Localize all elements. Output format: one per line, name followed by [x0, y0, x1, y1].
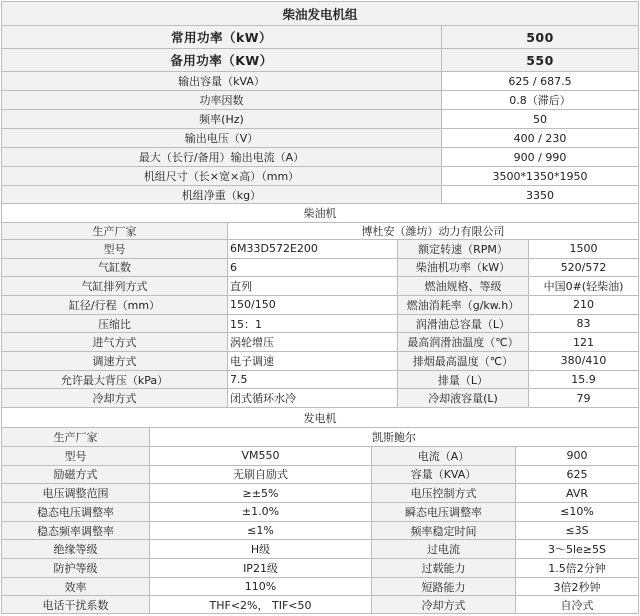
engine-row: [1, 351, 639, 370]
alternator-row: [1, 577, 639, 596]
engine-row: [1, 239, 639, 258]
engine-param-value: 中国0#(轻柴油): [529, 277, 639, 295]
genset-row: [1, 166, 639, 185]
alternator-param-label: 绝缘等级: [2, 540, 150, 558]
alternator-param-label: 稳态电压调整率: [2, 503, 150, 521]
engine-param-label: 燃油消耗率（g/kw.h）: [398, 296, 529, 314]
engine-param-label: 缸径/行程（mm）: [2, 296, 228, 314]
alternator-param-value: ≤3S: [516, 522, 639, 540]
genset-value: 3350: [442, 186, 639, 204]
alternator-row: [1, 465, 639, 484]
genset-row: [1, 185, 639, 204]
alternator-param-label: 瞬态电压调整率: [372, 503, 516, 521]
engine-param-label: 进气方式: [2, 333, 228, 351]
engine-maker-label: 生产厂家: [2, 223, 228, 239]
alternator-param-label: 电流（A）: [372, 447, 516, 465]
engine-param-label: 排烟最高温度（℃）: [398, 352, 529, 370]
alternator-row: [1, 539, 639, 558]
alternator-param-value: ±1.0%: [150, 503, 372, 521]
genset-value: 625 / 687.5: [442, 72, 639, 90]
alternator-param-label: 电话干扰系数: [2, 596, 150, 613]
engine-param-value: 79: [529, 389, 639, 407]
genset-row: [1, 109, 639, 128]
genset-label: 最大（长行/备用）输出电流（A）: [2, 148, 442, 166]
genset-row: [1, 90, 639, 109]
table-title-row: [1, 1, 639, 25]
engine-param-value: 520/572: [529, 259, 639, 277]
alternator-param-label: 防护等级: [2, 559, 150, 577]
alternator-param-value: IP21级: [150, 559, 372, 577]
standby-power-value: 550: [442, 49, 639, 71]
alternator-param-value: ≤10%: [516, 503, 639, 521]
engine-row: [1, 314, 639, 333]
alternator-param-value: 3倍2秒钟: [516, 578, 639, 596]
alternator-param-label: 频率稳定时间: [372, 522, 516, 540]
engine-param-label: 型号: [2, 240, 228, 258]
alternator-row: [1, 502, 639, 521]
alternator-row: [1, 595, 639, 614]
engine-param-label: 燃油规格、等级: [398, 277, 529, 295]
alternator-maker-row: [1, 427, 639, 446]
alternator-param-label: 励磁方式: [2, 466, 150, 484]
alternator-param-value: THF<2%， TIF<50: [150, 596, 372, 613]
genset-label: 输出电压（V）: [2, 129, 442, 147]
engine-row: [1, 295, 639, 314]
main-power-label: 常用功率（kW）: [2, 26, 442, 48]
engine-param-value: 210: [529, 296, 639, 314]
alternator-param-label: 效率: [2, 578, 150, 596]
alternator-param-label: 电压调整范围: [2, 484, 150, 502]
engine-row: [1, 258, 639, 277]
engine-section-title: 柴油机: [2, 204, 639, 222]
engine-param-value: 7.5: [228, 371, 398, 389]
engine-row: [1, 276, 639, 295]
alternator-param-label: 型号: [2, 447, 150, 465]
alternator-param-value: 110%: [150, 578, 372, 596]
alternator-section-title: 发电机: [2, 408, 639, 427]
engine-param-value: 1500: [529, 240, 639, 258]
genset-label: 功率因数: [2, 91, 442, 109]
genset-label: 机组净重（kg）: [2, 186, 442, 204]
alternator-param-label: 电压控制方式: [372, 484, 516, 502]
engine-maker-row: [1, 222, 639, 239]
engine-param-label: 冷却液容量(L): [398, 389, 529, 407]
genset-label: 输出容量（kVA）: [2, 72, 442, 90]
engine-param-value: 直列: [228, 277, 398, 295]
genset-row: [1, 71, 639, 90]
engine-param-label: 柴油机功率（kW）: [398, 259, 529, 277]
genset-value: 50: [442, 110, 639, 128]
engine-param-value: 涡轮增压: [228, 333, 398, 351]
alternator-param-value: 3～5le≥5S: [516, 540, 639, 558]
alternator-param-label: 稳态频率调整率: [2, 522, 150, 540]
alternator-param-label: 冷却方式: [372, 596, 516, 613]
alternator-row: [1, 446, 639, 465]
engine-maker-value: 博杜安（潍坊）动力有限公司: [228, 223, 639, 239]
alternator-param-value: VM550: [150, 447, 372, 465]
alternator-param-value: ≤1%: [150, 522, 372, 540]
engine-param-label: 调速方式: [2, 352, 228, 370]
alternator-section-title-row: [1, 407, 639, 427]
engine-param-value: 150/150: [228, 296, 398, 314]
engine-param-value: 电子调速: [228, 352, 398, 370]
engine-row: [1, 370, 639, 389]
engine-param-value: 6: [228, 259, 398, 277]
genset-value: 0.8（滞后）: [442, 91, 639, 109]
alternator-param-label: 过电流: [372, 540, 516, 558]
alternator-param-value: 自冷式: [516, 596, 639, 613]
alternator-param-value: 625: [516, 466, 639, 484]
engine-param-label: 最高润滑油温度（℃）: [398, 333, 529, 351]
engine-param-label: 润滑油总容量（L）: [398, 315, 529, 333]
engine-row: [1, 388, 639, 407]
engine-param-label: 允许最大背压（kPa）: [2, 371, 228, 389]
alternator-param-value: AVR: [516, 484, 639, 502]
alternator-param-value: 900: [516, 447, 639, 465]
engine-param-value: 121: [529, 333, 639, 351]
alternator-param-value: 1.5倍2分钟: [516, 559, 639, 577]
engine-row: [1, 332, 639, 351]
engine-param-value: 15：1: [228, 315, 398, 333]
alternator-maker-value: 凯斯鲍尔: [150, 428, 639, 446]
alternator-maker-label: 生产厂家: [2, 428, 150, 446]
main-power-row: [1, 25, 639, 48]
alternator-param-label: 容量（KVA）: [372, 466, 516, 484]
genset-label: 机组尺寸（长×宽×高）（mm）: [2, 167, 442, 185]
standby-power-label: 备用功率（KW）: [2, 49, 442, 71]
genset-row: [1, 128, 639, 147]
engine-param-label: 额定转速（RPM）: [398, 240, 529, 258]
engine-section-title-row: [1, 203, 639, 222]
table-title: 柴油发电机组: [2, 2, 639, 25]
engine-param-label: 压缩比: [2, 315, 228, 333]
main-power-value: 500: [442, 26, 639, 48]
alternator-param-label: 短路能力: [372, 578, 516, 596]
alternator-row: [1, 521, 639, 540]
genset-value: 900 / 990: [442, 148, 639, 166]
engine-param-label: 冷却方式: [2, 389, 228, 407]
engine-param-label: 排量（L）: [398, 371, 529, 389]
engine-param-label: 气缸数: [2, 259, 228, 277]
alternator-param-value: ≥±5%: [150, 484, 372, 502]
alternator-row: [1, 483, 639, 502]
engine-param-value: 闭式循环水冷: [228, 389, 398, 407]
genset-label: 频率(Hz): [2, 110, 442, 128]
engine-param-value: 6M33D572E200: [228, 240, 398, 258]
genset-row: [1, 147, 639, 166]
engine-param-value: 380/410: [529, 352, 639, 370]
engine-param-label: 气缸排列方式: [2, 277, 228, 295]
genset-value: 400 / 230: [442, 129, 639, 147]
standby-power-row: [1, 48, 639, 71]
genset-value: 3500*1350*1950: [442, 167, 639, 185]
alternator-param-label: 过载能力: [372, 559, 516, 577]
generator-spec-table: [1, 1, 639, 614]
alternator-param-value: 无刷自励式: [150, 466, 372, 484]
engine-param-value: 83: [529, 315, 639, 333]
alternator-param-value: H级: [150, 540, 372, 558]
engine-param-value: 15.9: [529, 371, 639, 389]
alternator-row: [1, 558, 639, 577]
